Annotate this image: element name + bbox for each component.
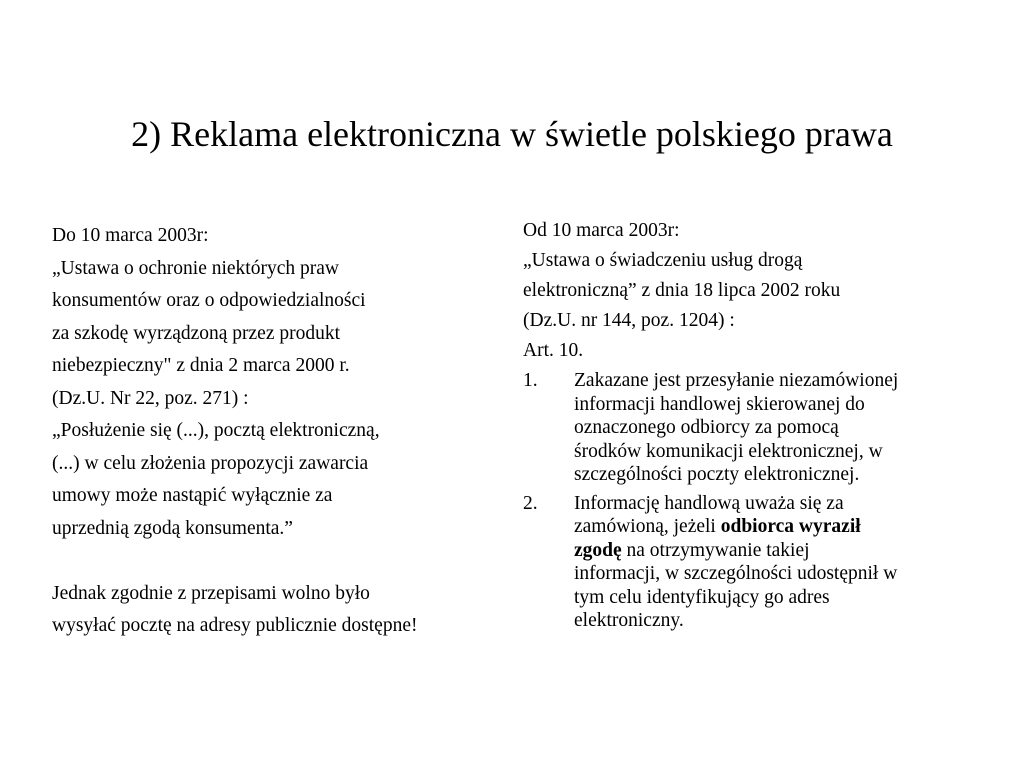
slide-title: 2) Reklama elektroniczna w świetle polskiego prawa <box>131 114 893 154</box>
left-blank-line <box>52 545 502 578</box>
left-text-line: uprzednią zgodą konsumenta.” <box>52 517 293 539</box>
left-text-line: „Ustawa o ochronie niektórych praw <box>52 257 339 279</box>
left-text-line: Jednak zgodnie z przepisami wolno było <box>52 582 370 604</box>
list-item-line: tym celu identyfikujący go adres <box>574 586 830 608</box>
list-item-line <box>574 515 973 539</box>
right-column <box>523 216 973 633</box>
left-text-line: (Dz.U. Nr 22, poz. 271) : <box>52 387 249 409</box>
left-text-line: niebezpieczny" z dnia 2 marca 2000 r. <box>52 355 350 376</box>
right-text-line: „Ustawa o świadczeniu usług drogą <box>523 250 803 271</box>
left-heading: Do 10 marca 2003r: <box>52 225 209 246</box>
list-item-text: na otrzymywanie takiej <box>621 539 810 561</box>
list-number: 1. <box>523 370 538 391</box>
left-column <box>52 220 502 643</box>
left-text-line: za szkodę wyrządzoną przez produkt <box>52 322 341 344</box>
left-text-line: (...) w celu złożenia propozycji zawarcia <box>52 452 369 474</box>
list-item-line <box>574 539 973 563</box>
list-item-line: szczególności poczty elektronicznej. <box>574 464 860 485</box>
left-text-line: „Posłużenie się (...), pocztą elektroniczną, <box>52 420 380 441</box>
article-label: Art. 10. <box>523 340 584 361</box>
list-item-line: środków komunikacji elektronicznej, w <box>574 440 883 462</box>
list-item-line: informacji handlowej skierowanej do <box>574 393 865 415</box>
list-item-line: Informację handlową uważa się za <box>574 492 844 514</box>
list-item-line: informacji, w szczególności udostępnił w <box>574 563 898 584</box>
article-list <box>523 369 973 633</box>
list-item-line: elektroniczny. <box>574 610 684 631</box>
left-text-line: umowy może nastąpić wyłącznie za <box>52 485 333 506</box>
right-text-line: (Dz.U. nr 144, poz. 1204) : <box>523 310 735 331</box>
list-item <box>523 492 973 633</box>
list-item-line: oznaczonego odbiorcy za pomocą <box>574 417 839 438</box>
left-text-line: wysyłać pocztę na adresy publicznie dostępne! <box>52 615 418 636</box>
emphasis-text: odbiorca wyraził <box>720 516 861 537</box>
list-item-line: Zakazane jest przesyłanie niezamówionej <box>574 370 899 391</box>
list-number: 2. <box>523 492 538 514</box>
emphasis-text: zgodę <box>574 539 622 561</box>
list-item-text: zamówioną, jeżeli <box>574 516 721 537</box>
right-heading: Od 10 marca 2003r: <box>523 220 680 241</box>
left-text-line: konsumentów oraz o odpowiedzialności <box>52 290 366 311</box>
right-text-line: elektroniczną” z dnia 18 lipca 2002 roku <box>523 280 841 301</box>
list-item <box>523 369 973 487</box>
